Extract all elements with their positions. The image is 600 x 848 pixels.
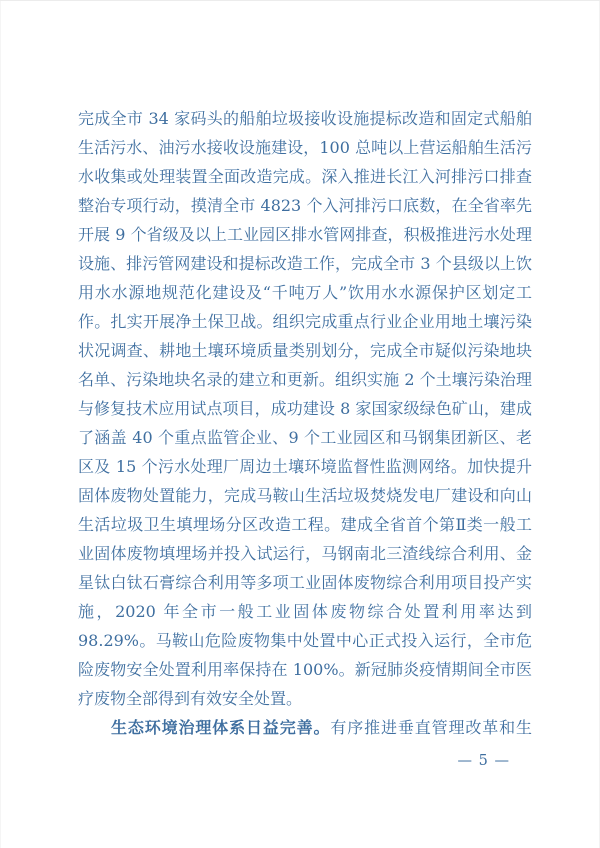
body-line: 完成全市 34 家码头的船舶垃圾接收设施提标改造和固定式船舶 bbox=[78, 109, 532, 128]
body-line: 整治专项行动，摸清全市 4823 个入河排污口底数，在全省率先 bbox=[78, 196, 532, 215]
body-line: 状况调查、耕地土壤环境质量类别划分，完成全市疑似污染地块 bbox=[78, 341, 532, 360]
body-line: 名单、污染地块名录的建立和更新。组织实施 2 个土壤污染治理 bbox=[78, 370, 532, 389]
body-line: 险废物安全处置利用率保持在 100%。新冠肺炎疫情期间全市医 bbox=[78, 660, 532, 679]
body-line: 与修复技术应用试点项目，成功建设 8 家国家级绿色矿山，建成 bbox=[78, 399, 532, 418]
paragraph-2-first-line bbox=[78, 713, 532, 742]
body-line: 生活垃圾卫生填埋场分区改造工程。建成全省首个第Ⅱ类一般工 bbox=[78, 515, 532, 534]
page-number: — 5 — bbox=[457, 753, 510, 769]
body-line-paragraph-end: 疗废物全部得到有效安全处置。 bbox=[78, 689, 303, 708]
body-line: 98.29%。马鞍山危险废物集中处置中心正式投入运行，全市危 bbox=[78, 631, 532, 650]
body-line: 业固体废物填埋场并投入试运行，马钢南北三渣线综合利用、金 bbox=[78, 544, 532, 563]
body-text-block bbox=[78, 104, 532, 742]
body-line: 作。扎实开展净土保卫战。组织完成重点行业企业用地土壤污染 bbox=[78, 312, 532, 331]
body-line: 设施、排污管网建设和提标改造工作，完成全市 3 个县级以上饮 bbox=[78, 254, 532, 273]
paragraph-2-rest: 有序推进垂直管理改革和生 bbox=[330, 718, 532, 737]
body-line: 用水水源地规范化建设及“千吨万人”饮用水水源保护区划定工 bbox=[78, 283, 532, 302]
body-line: 生活污水、油污水接收设施建设，100 总吨以上营运船舶生活污 bbox=[78, 138, 532, 157]
body-line: 区及 15 个污水处理厂周边土壤环境监督性监测网络。加快提升 bbox=[78, 457, 532, 476]
body-line: 开展 9 个省级及以上工业园区排水管网排查，积极推进污水处理 bbox=[78, 225, 532, 244]
body-line: 施，2020 年全市一般工业固体废物综合处置利用率达到 bbox=[78, 602, 532, 621]
body-line: 了涵盖 40 个重点监管企业、9 个工业园区和马钢集团新区、老 bbox=[78, 428, 532, 447]
body-line: 水收集或处理装置全面改造完成。深入推进长江入河排污口排查 bbox=[78, 167, 532, 186]
paragraph-2-bold-lead: 生态环境治理体系日益完善。 bbox=[111, 718, 331, 737]
body-line: 星钛白钛石膏综合利用等多项工业固体废物综合利用项目投产实 bbox=[78, 573, 532, 592]
body-line: 固体废物处置能力，完成马鞍山生活垃圾焚烧发电厂建设和向山 bbox=[78, 486, 532, 505]
